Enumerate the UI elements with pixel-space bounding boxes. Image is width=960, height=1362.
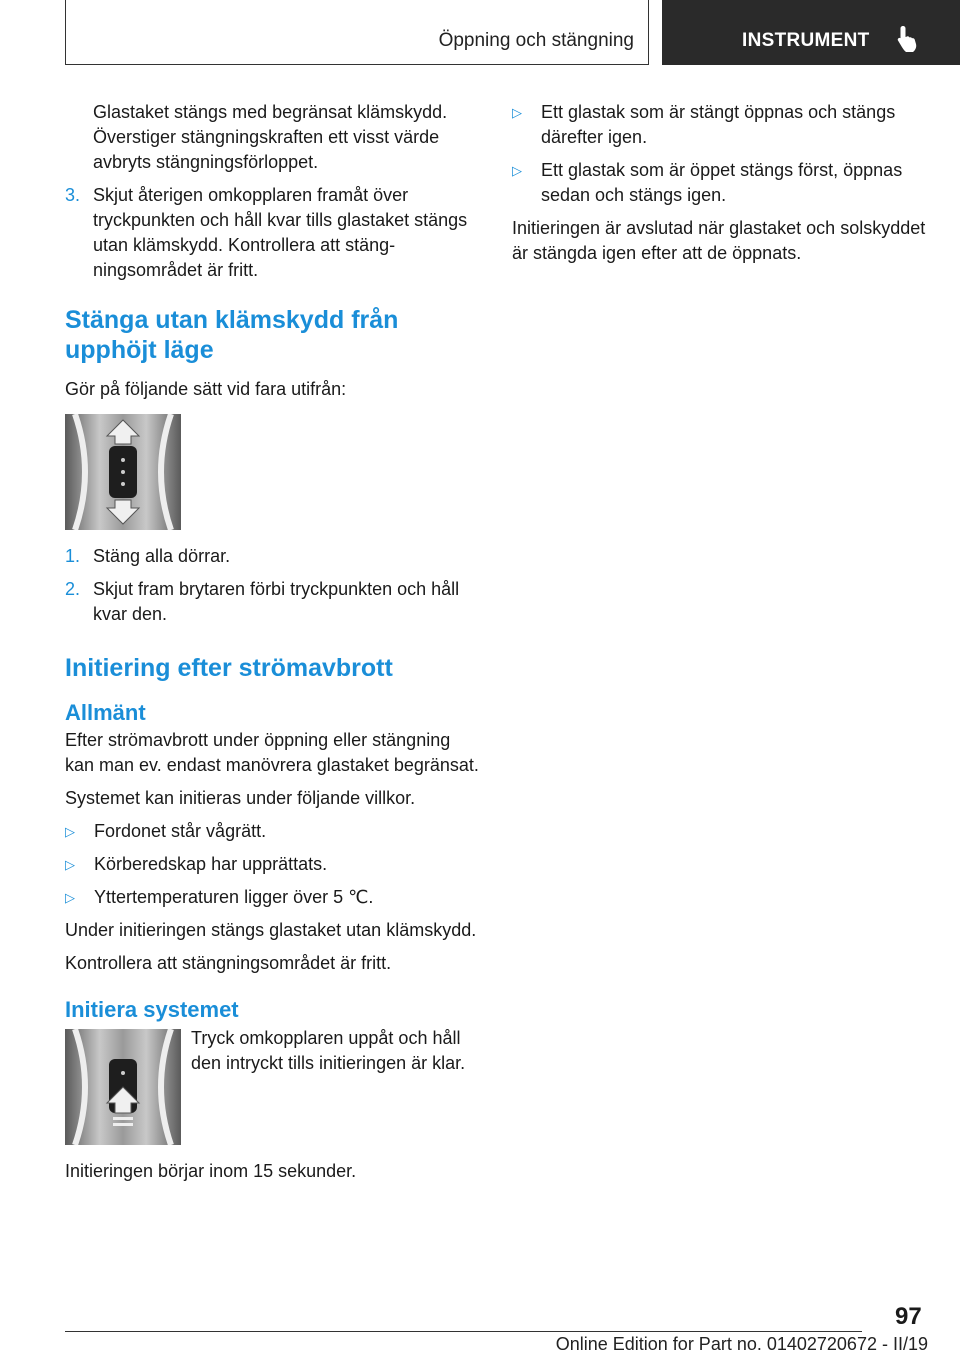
result-bullet <box>512 158 927 208</box>
bullet-triangle-icon: ▷ <box>65 890 75 905</box>
chapter-tab-label: INSTRUMENT <box>742 30 870 51</box>
general-paragraph-3: Under initieringen stängs glastaket utan klämskydd. <box>65 920 477 940</box>
init-instruction-text: Tryck omkopplaren uppåt och håll den intryckt tills initieringen är klar. <box>191 1028 466 1073</box>
roof-switch-up-photo <box>65 1029 181 1145</box>
heading-initialization: Initiering efter strömavbrott <box>65 654 393 682</box>
footer-divider <box>65 1331 862 1332</box>
section-title: Öppning och stängning <box>438 30 634 51</box>
page-number: 97 <box>895 1303 922 1330</box>
bullet-text: Ett glastak som är stängt öppnas och stängs därefter igen. <box>541 102 896 147</box>
result-bullet <box>512 100 927 150</box>
bullet-triangle-icon: ▷ <box>65 824 75 839</box>
bullet-triangle-icon: ▷ <box>512 163 522 178</box>
bullet-text: Ett glastak som är öppet stängs först, öppnas sedan och stängs igen. <box>541 160 903 205</box>
step-number: 1. <box>65 546 81 566</box>
bullet-triangle-icon: ▷ <box>65 857 75 872</box>
init-instruction <box>65 1029 480 1145</box>
intro-paragraph: Glastaket stängs med begränsat klämskydd. Överstiger stängningskraften ett visst värde avbryts stängningsförloppet. <box>93 102 448 172</box>
step-text: Skjut återigen omkopplaren framåt över tryckpunkten och håll kvar tills glastaket stängs utan klämskydd. Kontrollera att stängningsområdet är fritt. <box>93 185 468 280</box>
step-2 <box>65 577 480 627</box>
condition-bullet <box>65 819 480 844</box>
init-start-paragraph: Initieringen börjar inom 15 sekunder. <box>65 1161 357 1181</box>
step-1 <box>65 544 480 569</box>
init-complete-paragraph: Initieringen är avslutad när glastaket och solskyddet är stängda igen efter att de öppnats. <box>512 218 926 263</box>
general-paragraph-4: Kontrollera att stängningsområdet är fritt. <box>65 953 392 973</box>
general-paragraph-1: Efter strömavbrott under öppning eller stängning kan man ev. endast manövrera glastaket begränsat. <box>65 730 479 775</box>
heading-init-system: Initiera systemet <box>65 997 239 1022</box>
step-3 <box>65 183 480 283</box>
bullet-text: Fordonet står vågrätt. <box>94 821 267 841</box>
bullet-text: Körberedskap har upprättats. <box>94 854 328 874</box>
bullet-text: Yttertemperaturen ligger över 5 ℃. <box>94 887 374 907</box>
heading-general: Allmänt <box>65 700 146 725</box>
condition-bullet <box>65 852 480 877</box>
edition-text: Online Edition for Part no. 01402720672 - II/19 <box>555 1334 928 1354</box>
step-text: Stäng alla dörrar. <box>93 546 231 566</box>
step-number: 3. <box>65 185 81 205</box>
step-number: 2. <box>65 579 81 599</box>
condition-bullet <box>65 885 480 910</box>
left-column <box>65 100 480 1192</box>
roof-switch-photo <box>65 414 181 530</box>
close-intro: Gör på följande sätt vid fara utifrån: <box>65 379 347 399</box>
pointing-hand-icon <box>895 24 921 54</box>
step-text: Skjut fram brytaren förbi tryckpunkten och håll kvar den. <box>93 579 460 624</box>
header-section-box <box>65 0 649 65</box>
heading-close-without-pinch: Stänga utan klämskydd från upphöjt läge <box>65 306 399 364</box>
chapter-tab[interactable] <box>662 0 960 65</box>
bullet-triangle-icon: ▷ <box>512 105 522 120</box>
general-paragraph-2: Systemet kan initieras under följande villkor. <box>65 788 416 808</box>
right-column <box>512 100 927 274</box>
